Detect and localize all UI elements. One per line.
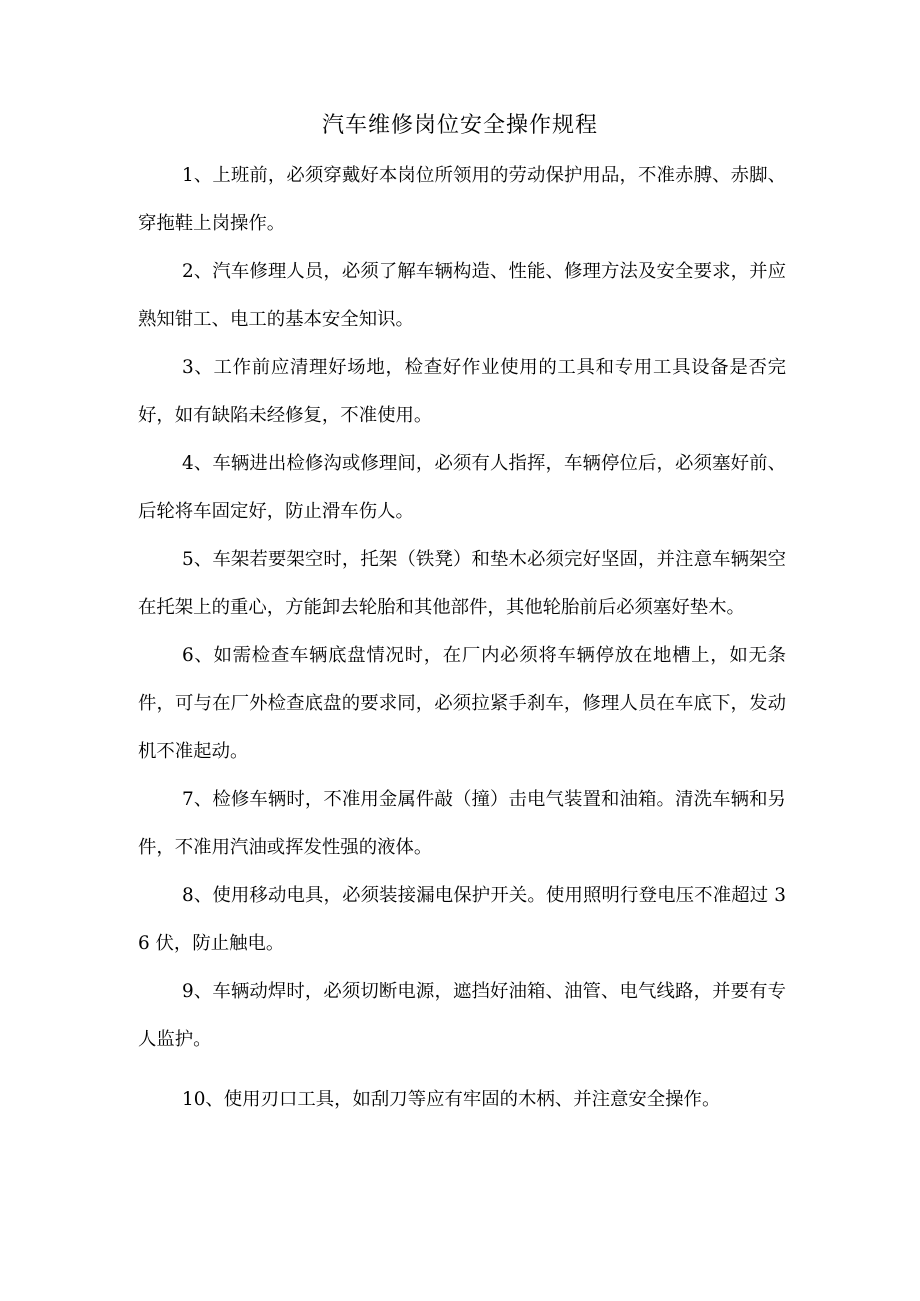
rule-item: 5、车架若要架空时，托架（铁凳）和垫木必须完好坚固，并注意车辆架空在托架上的重心，方能卸去轮胎和其他部件，其他轮胎前后必须塞好垫木。 <box>138 549 786 618</box>
rule-item: 4、车辆进出检修沟或修理间，必须有人指挥，车辆停位后，必须塞好前、后轮将车固定好，防止滑车伤人。 <box>138 453 786 522</box>
rule-item: 6、如需检查车辆底盘情况时，在厂内必须将车辆停放在地槽上，如无条件，可与在厂外检查底盘的要求同，必须拉紧手刹车，修理人员在车底下，发动机不准起动。 <box>138 645 786 762</box>
rule-item: 8、使用移动电具，必须装接漏电保护开关。使用照明行登电压不准超过 36 伏，防止触电。 <box>138 885 786 954</box>
rule-item: 10、使用刃口工具，如刮刀等应有牢固的木柄、并注意安全操作。 <box>182 1089 721 1110</box>
document-title: 汽车维修岗位安全操作规程 <box>321 113 598 138</box>
rule-item: 2、汽车修理人员，必须了解车辆构造、性能、修理方法及安全要求，并应熟知钳工、电工的基本安全知识。 <box>138 261 786 330</box>
rule-item: 7、检修车辆时，不准用金属件敲（撞）击电气装置和油箱。清洗车辆和另件，不准用汽油或挥发性强的液体。 <box>138 789 786 858</box>
rules-list <box>138 152 786 1124</box>
rule-item: 1、上班前，必须穿戴好本岗位所领用的劳动保护用品，不准赤膊、赤脚、穿拖鞋上岗操作。 <box>138 165 786 234</box>
rule-item: 9、车辆动焊时，必须切断电源，遮挡好油箱、油管、电气线路，并要有专人监护。 <box>138 981 786 1050</box>
rule-item: 3、工作前应清理好场地，检查好作业使用的工具和专用工具设备是否完好，如有缺陷未经修复，不准使用。 <box>138 357 786 426</box>
